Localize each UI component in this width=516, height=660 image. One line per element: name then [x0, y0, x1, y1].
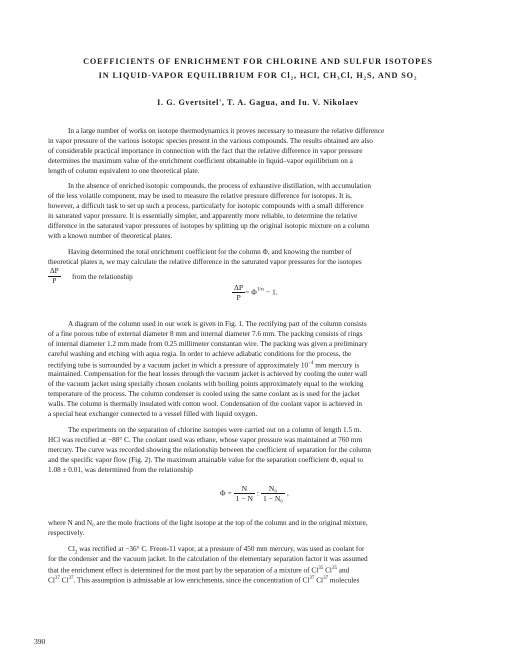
paper-authors: I. G. Gvertsitel', T. A. Gagua, and Iu. V. Nikolaev	[157, 98, 359, 107]
inline-fraction-dp-p: $\frac{\Delta P}{P}$	[50, 267, 59, 285]
text-line: length of column equivalent to one theoretical plate.	[48, 167, 200, 175]
text-line-mixture: that the enrichment effect is determined for the most part by the separation of a mixture of Cl$^{35}$ Cl$^{35}$ and	[48, 566, 350, 575]
paper-title-line-2: IN LIQUID-VAPOR EQUILIBRIUM FOR Cl₂, HCl, CH₃Cl, H₂S, AND SO₂	[98, 71, 418, 80]
text-line: determines the maximum value of the enrichment coefficient obtainable in liquid–vapor equilibrium on a	[48, 157, 353, 165]
equation-1: $\frac{\Delta P}{P}$ = $\Phi^{1/n} - 1$.	[234, 283, 278, 302]
text-line: The experiments on the separation of chlorine isotopes were carried out on a column of length 1.5 m.	[68, 426, 362, 434]
text-line: theoretical plates n, we may calculate the relative difference in the saturated vapor pressures for the isotopes	[48, 258, 362, 266]
text-line-vacuum-jacket: rectifying tube is surrounded by a vacuum jacket in which a pressure of approximately $10^{-4}$ mm mercury is	[48, 361, 360, 370]
equation-2: Φ = $\frac{N}{1 - N}$ : $\frac{\text{N₀}}{\text{1 − N₀}}$ ,	[220, 484, 289, 503]
text-line: from the relationship	[72, 273, 133, 281]
text-line: walls. The column is thermally insulated with cotton wool. Condensation of the coolant vapor is achieved in	[48, 400, 362, 408]
paper-title-line-1: COEFFICIENTS OF ENRICHMENT FOR CHLORINE AND SULFUR ISOTOPES	[83, 57, 433, 66]
text-line: difference in the saturated vapor pressures of isotopes by splitting up the original isotopic mixture on a column	[48, 222, 370, 230]
text-line: in vapor pressure of the various isotopic species present in the various compounds. The results obtained are also	[48, 137, 373, 145]
text-line: for the condenser and the vacuum jacket. In the calculation of the elementary separation factor it was assumed	[48, 555, 368, 563]
text-line: A diagram of the column used in our work is given in Fig. 1. The rectifying part of the column consists	[68, 320, 367, 328]
page-number: 390	[34, 637, 46, 646]
text-line: however, a difficult task to set up such a process, particularly for isotopic compounds with a small difference	[48, 202, 364, 210]
text-line: mercury. The curve was recorded showing the relationship between the coefficient of separation for the column	[48, 446, 371, 454]
text-line: maintained. Compensation for the heat losses through the vacuum jacket is achieved by cooling the outer wall	[48, 370, 368, 378]
text-line: with a known number of theoretical plates.	[48, 232, 173, 240]
text-line: HCl was rectified at −88° C. The coolant used was ethane, whose vapor pressure was maintained at 760 mm	[48, 436, 363, 444]
text-line: In the absence of enriched isotopic compounds, the process of exhaustive distillation, with accumulation	[68, 182, 372, 190]
text-line: where N and N₀ are the mole fractions of the light isotope at the top of the column and in the original mixture,	[48, 519, 368, 527]
text-line-cl2: $Cl_2$ was rectified at −36° C. Freon-11 vapor, at a pressure of 450 mm mercury, was used as coolant for	[68, 545, 365, 556]
text-line: a special heat exchanger connected to a vessel filled with liquid oxygen.	[48, 410, 258, 418]
text-line: of the vacuum jacket using specially chosen coolants with boiling points approximately equal to the working	[48, 380, 364, 388]
text-line: of considerable practical importance in connection with the fact that the relative difference in vapor pressure	[48, 147, 363, 155]
text-line: Having determined the total enrichment coefficient for the column Φ, and knowing the number of	[68, 248, 352, 256]
text-line: careful washing and etching with aqua regia. In order to achieve adiabatic conditions for the process, the	[48, 350, 352, 358]
text-line: of the less volatile component, may be used to measure the relative pressure difference for isotopes. It is,	[48, 192, 352, 200]
text-line: 1.08 ± 0.01, was determined from the relationship	[48, 466, 193, 474]
text-line-assumption: Cl$^{37}$ Cl$^{37}$. This assumption is admissable at low enrichments, since the concentration of Cl$^{37}$ Cl$^{37}$ molecules	[48, 576, 360, 585]
text-line: of internal diameter 1.2 mm made from 0.25 millimeter constantan wire. The packing was given a preliminary	[48, 340, 368, 348]
text-line: and the specific vapor flow (Fig. 2). The maximum attainable value for the separation coefficient Φ, equal to	[48, 456, 364, 464]
text-line: respectively.	[48, 529, 85, 537]
text-line: in saturated vapor pressure. It is essentially simpler, and apparently more reliable, to determine the relative	[48, 212, 358, 220]
text-line: of a fine porous tube of external diameter 8 mm and internal diameter 7.6 mm. The packing consists of rings	[48, 330, 363, 338]
text-line: temperature of the process. The column condenser is cooled using the same coolant as is used for the jacket	[48, 390, 360, 398]
text-line: In a large number of works on isotope thermodynamics it proves necessary to measure the relative difference	[68, 127, 385, 135]
